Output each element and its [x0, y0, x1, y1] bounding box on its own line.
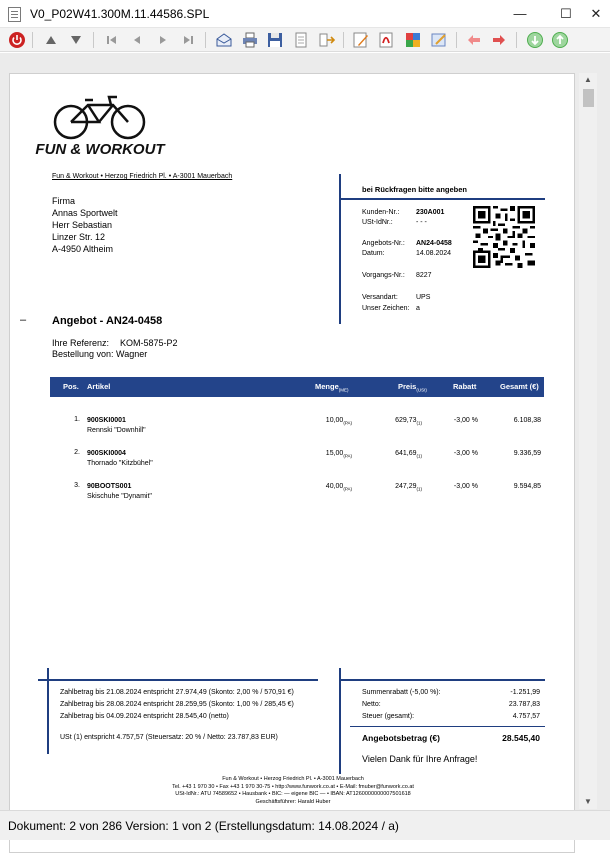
forward-icon[interactable] — [490, 31, 508, 49]
summary-total-label: Angebotsbetrag (€) — [362, 733, 440, 743]
offer-no-value: AN24-0458 — [416, 240, 452, 247]
payment-box-border — [47, 668, 49, 754]
row-article-name: Rennski "Downhill" — [87, 427, 146, 434]
recipient-line: Herr Sebastian — [52, 220, 113, 230]
summary-net-value: 23.787,83 — [508, 701, 540, 708]
payment-line: Zahlbetrag bis 28.08.2024 entspricht 28.259,95 (Skonto: 1,00 % / 285,45 €) — [60, 701, 294, 708]
first-page-icon[interactable] — [103, 31, 121, 49]
process-no-value: 8227 — [416, 272, 432, 279]
row-price-value: 247,29 — [395, 483, 417, 490]
col-price-label: Preis — [398, 382, 417, 391]
col-quantity — [315, 382, 349, 393]
toolbar-separator — [205, 32, 206, 48]
info-box-border — [339, 174, 341, 324]
footer — [60, 776, 526, 806]
recipient-line: Firma — [52, 196, 75, 206]
payment-line: Zahlbetrag bis 04.09.2024 entspricht 28.545,40 (netto) — [60, 713, 229, 720]
title-bar — [0, 0, 610, 28]
row-total: 9.336,59 — [513, 450, 541, 457]
summary-tax-label: Steuer (gesamt): — [362, 713, 415, 720]
row-article — [87, 416, 146, 436]
row-discount: -3,00 % — [453, 483, 478, 490]
up-icon[interactable] — [42, 31, 60, 49]
toolbar-separator — [516, 32, 517, 48]
payment-line: Zahlbetrag bis 21.08.2024 entspricht 27.974,49 (Skonto: 2,00 % / 570,91 €) — [60, 689, 294, 696]
footer-line: Fun & Workout • Herzog Friedrich Pl. • A-3001 Mauerbach — [222, 776, 364, 782]
row-discount: -3,00 % — [453, 450, 478, 457]
row-total: 6.108,38 — [513, 417, 541, 424]
document-page — [9, 73, 575, 853]
export-icon[interactable] — [318, 31, 336, 49]
col-quantity-label: Menge — [315, 382, 339, 391]
shipping-label: Versandart: — [362, 294, 398, 301]
row-article-code: 900SKI0001 — [87, 417, 126, 424]
zoom-in-icon[interactable] — [526, 31, 544, 49]
info-box-line — [339, 198, 545, 200]
vat-id-label: USt-IdNr.: — [362, 219, 393, 226]
row-quantity-unit: (PA) — [343, 453, 352, 459]
toolbar-separator — [93, 32, 94, 48]
next-page-icon[interactable] — [154, 31, 172, 49]
row-quantity-value: 10,00 — [325, 417, 344, 424]
prev-page-icon[interactable] — [128, 31, 146, 49]
customer-no-value: 230A001 — [416, 209, 445, 216]
col-article: Artikel — [87, 382, 111, 391]
row-price-unit: (1) — [416, 486, 422, 492]
window-title: V0_P02W41.300M.11.44586.SPL — [30, 7, 210, 21]
date-label: Datum: — [362, 250, 385, 257]
shipping-value: UPS — [416, 294, 431, 301]
toolbar-separator — [456, 32, 457, 48]
last-page-icon[interactable] — [179, 31, 197, 49]
row-quantity — [300, 417, 352, 425]
row-price — [370, 483, 422, 491]
row-pos: 1. — [74, 416, 80, 423]
logo-text: FUN & WORKOUT — [35, 141, 165, 158]
row-article-code: 900SKI0004 — [87, 450, 126, 457]
save-icon[interactable] — [266, 31, 284, 49]
row-quantity-unit: (PA) — [343, 486, 352, 492]
date-value: 14.08.2024 — [416, 250, 452, 257]
table-header — [50, 377, 544, 397]
row-price-unit: (1) — [416, 453, 422, 459]
customer-no-label: Kunden-Nr.: — [362, 209, 400, 216]
row-price-value: 641,69 — [395, 450, 417, 457]
document-viewer[interactable] — [0, 53, 610, 810]
sender-line: Fun & Workout • Herzog Friedrich Pl. • A-3001 Mauerbach — [52, 173, 233, 180]
summary-discount-label: Summenrabatt (-5,00 %): — [362, 689, 441, 696]
status-bar — [0, 810, 610, 840]
scroll-up-icon[interactable]: ▲ — [584, 75, 592, 84]
recipient-line: Annas Sportwelt — [52, 208, 118, 218]
vat-id-value: - - - — [416, 219, 427, 226]
footer-line: Geschäftsführer: Harald Huber — [255, 798, 331, 805]
document-icon — [8, 7, 21, 22]
col-price-unit: (USt) — [416, 387, 427, 393]
summary-total-value: 28.545,40 — [502, 733, 540, 743]
copy-icon[interactable] — [292, 31, 310, 49]
row-price-value: 629,73 — [395, 417, 417, 424]
down-icon[interactable] — [67, 31, 85, 49]
reference-sign-value: a — [416, 305, 420, 312]
summary-box-line — [339, 679, 545, 681]
notes-icon[interactable] — [430, 31, 448, 49]
recipient-line: Linzer Str. 12 — [52, 232, 106, 242]
row-article-name: Skischuhe "Dynamit" — [87, 493, 152, 500]
settings-icon[interactable] — [404, 31, 422, 49]
reference-sign-label: Unser Zeichen: — [362, 305, 410, 312]
row-article — [87, 482, 152, 502]
close-button[interactable]: ✕ — [590, 6, 602, 21]
recipient-line: A-4950 Altheim — [52, 244, 114, 254]
footer-line: Tel. +43 1 970 30 • Fax +43 1 970 30-75 • http://www.funwork.co.at • E-Mail: fmuber@funwork.co.at — [172, 783, 414, 790]
row-quantity-value: 40,00 — [325, 483, 344, 490]
col-total: Gesamt (€) — [500, 382, 539, 391]
maximize-button[interactable]: ☐ — [560, 6, 572, 21]
tax-line: USt (1) entspricht 4.757,57 (Steuersatz: 20 % / Netto: 23.787,83 EUR) — [60, 734, 278, 741]
thanks-text: Vielen Dank für Ihre Anfrage! — [362, 754, 478, 764]
row-article-name: Thornado "Kitzbühel" — [87, 460, 153, 467]
print-icon[interactable] — [241, 31, 259, 49]
summary-box-border — [339, 668, 341, 774]
scroll-down-icon[interactable]: ▼ — [584, 797, 592, 806]
row-quantity-value: 15,00 — [325, 450, 344, 457]
info-box-header: bei Rückfragen bitte angeben — [362, 185, 468, 194]
edit-icon[interactable] — [352, 31, 370, 49]
back-icon[interactable] — [465, 31, 483, 49]
row-pos: 3. — [74, 482, 80, 489]
col-pos: Pos. — [63, 382, 79, 391]
qr-code — [473, 206, 535, 268]
offer-no-label: Angebots-Nr.: — [362, 240, 405, 247]
row-price — [370, 450, 422, 458]
status-text: Dokument: 2 von 286 Version: 1 von 2 (Erstellungsdatum: 14.08.2024 / a) — [8, 819, 399, 833]
summary-divider — [350, 726, 545, 727]
row-quantity — [300, 483, 352, 491]
row-quantity-unit: (PA) — [343, 420, 352, 426]
row-total: 9.594,85 — [513, 483, 541, 490]
toolbar-separator — [343, 32, 344, 48]
zoom-out-icon[interactable] — [551, 31, 569, 49]
row-article — [87, 449, 153, 469]
summary-discount-value: -1.251,99 — [510, 689, 540, 696]
row-price-unit: (1) — [416, 420, 422, 426]
scroll-thumb[interactable] — [583, 89, 594, 107]
summary-tax-value: 4.757,57 — [512, 713, 540, 720]
col-discount: Rabatt — [453, 382, 477, 391]
minimize-button[interactable]: — — [513, 6, 527, 21]
pdf-icon[interactable] — [377, 31, 395, 49]
vertical-scrollbar[interactable] — [579, 73, 597, 809]
recipient-address — [52, 195, 118, 255]
footer-line: USt-IdNr.: ATU 74589652 • Hausbank • BIC: — eigene BIC — • IBAN: AT1260000000007501618 — [175, 791, 411, 797]
power-icon[interactable] — [8, 31, 26, 49]
toolbar-separator — [32, 32, 33, 48]
offer-title: Angebot - AN24-0458 — [52, 315, 163, 327]
company-logo — [35, 92, 165, 164]
row-article-code: 90BOOTS001 — [87, 483, 132, 490]
process-no-label: Vorgangs-Nr.: — [362, 272, 405, 279]
col-price — [398, 382, 427, 393]
reference-label: Ihre Referenz: — [52, 338, 110, 348]
row-price — [370, 417, 422, 425]
order-by: Bestellung von: Wagner — [52, 349, 148, 359]
row-discount: -3,00 % — [453, 417, 478, 424]
fold-mark: – — [20, 314, 27, 326]
col-quantity-unit: (ME) — [338, 387, 349, 393]
mail-icon[interactable] — [215, 31, 233, 49]
reference-value: KOM-5875-P2 — [120, 338, 178, 348]
row-pos: 2. — [74, 449, 80, 456]
toolbar — [0, 28, 610, 52]
payment-box-line — [38, 679, 318, 681]
row-quantity — [300, 450, 352, 458]
summary-net-label: Netto: — [362, 701, 381, 708]
